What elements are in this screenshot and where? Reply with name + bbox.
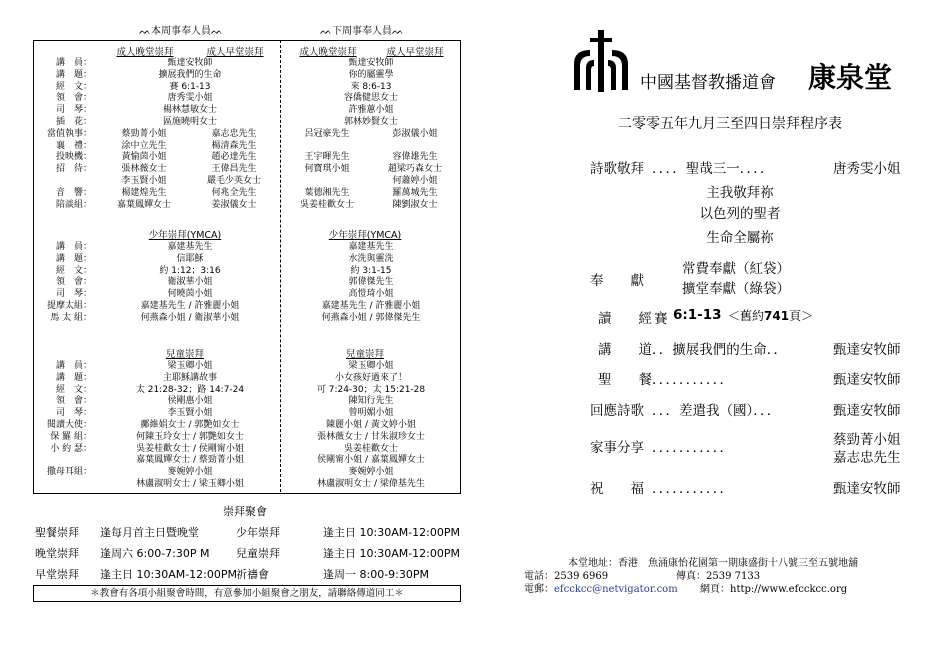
nw-value: 高愷琦小姐 <box>348 289 394 300</box>
family-dots: ．．．．．．．．．．． <box>652 440 733 456</box>
next-week-header: ᨓ下周事奉人員ᨓ <box>320 26 404 37</box>
roster-divider <box>280 40 281 492</box>
tw-value: 太 21:28-32；路 14:7-24 <box>135 384 245 395</box>
row-label: 司 琴： <box>55 289 92 300</box>
row-label: 投映機： <box>55 152 92 163</box>
nw-a-value: 呂冠豪先生 <box>304 128 350 139</box>
song-3: 生命全屬祢 <box>706 230 774 246</box>
nw-value: 侯剛甯小姐 / 嘉葉鳳嬋女士 <box>317 455 425 466</box>
row-label: 襄 禮： <box>55 140 92 151</box>
fax-value: 2539 7133 <box>706 571 761 582</box>
response-person: 甄達安牧師 <box>833 403 901 419</box>
tw-value: 何陳玉玲女士 / 郭艷如女士 <box>136 431 244 442</box>
tw-value: 鄺維娟女士 / 郭艷如女士 <box>140 420 240 430</box>
row-label: 講 題： <box>55 253 92 264</box>
nw-b-value: 羅萬城先生 <box>392 187 438 198</box>
tw-value: 嘉葉鳳嬋女士 / 蔡勁菁小姐 <box>136 455 244 466</box>
nw-value: 水洗與靈洗 <box>348 253 394 264</box>
org-name: 中國基督教播道會 <box>640 73 776 93</box>
email-label: 電郵： <box>524 584 554 595</box>
response-song: ．．．差遣我（國）．．． <box>652 403 781 419</box>
ornament-icon: ᨓ <box>392 26 404 37</box>
nw-a-value: 葉德湘先生 <box>304 187 350 198</box>
children-header-nw: 兒童崇拜 <box>345 349 384 360</box>
youth-header-tw: 少年崇拜(YMCA) <box>148 230 222 241</box>
web-link[interactable]: http://www.efcckcc.org <box>730 584 848 595</box>
gathering-time-2: 逢主日 10:30AM-12:00PM <box>323 547 461 560</box>
reading-book: 賽 <box>654 311 668 327</box>
nw-value: 陳知行先生 <box>348 396 394 407</box>
nw-col-a-header: 成人晚堂崇拜 <box>299 47 357 58</box>
sermon-person: 甄達安牧師 <box>833 342 901 358</box>
row-label: 音 響： <box>55 187 92 198</box>
phone-label: 電話： <box>524 571 554 582</box>
hymn-dots: ．．．．聖哉三一．．．． <box>652 161 774 177</box>
nw-value: 容僑健思女士 <box>343 93 398 104</box>
row-label: 經 文： <box>55 265 92 276</box>
reading-page <box>728 307 813 324</box>
offering-label: 奉 獻 <box>590 273 644 289</box>
nw-a-value: 吳姜桂歡女士 <box>299 199 354 210</box>
nw-value: 嘉建基先生 <box>348 242 394 252</box>
tw-b-value: 楊清森先生 <box>211 140 257 151</box>
nw-b-value: 容偉雄先生 <box>392 152 438 163</box>
email <box>524 580 678 595</box>
offering-building: 擴堂奉獻（綠袋） <box>682 281 790 297</box>
tw-value: 嘉建基先生 <box>167 242 213 252</box>
sermon-label: 講 道 <box>598 342 652 358</box>
row-label: 講 題： <box>55 372 92 383</box>
nw-value: 何燕森小姐 / 郭偉傑先生 <box>321 312 421 323</box>
tw-value: 林盧淑明女士 / 梁玉卿小姐 <box>136 479 244 489</box>
sermon-title: ．．擴展我們的生命．． <box>652 342 787 358</box>
nw-value: 郭偉傑先生 <box>348 277 394 288</box>
nw-value: 麥婉婷小姐 <box>348 467 394 478</box>
church-logo-icon <box>570 30 634 94</box>
nw-value: 甄達安牧師 <box>348 58 394 68</box>
reading-page-pre: ＜舊約 <box>728 309 765 323</box>
tw-value: 信耶穌 <box>176 253 204 264</box>
nw-value: 來 8:6-13 <box>350 81 392 92</box>
song-2: 以色列的聖者 <box>699 206 781 222</box>
row-label: 閱讀大使： <box>46 420 92 430</box>
family-person-1: 蔡勁菁小姐 <box>833 432 901 448</box>
nw-value: 陳麗小姐 / 黃文婷小姐 <box>326 420 416 430</box>
tw-value: 衛淑華小姐 <box>167 277 213 288</box>
tw-value: 梁玉卿小姐 <box>167 361 213 371</box>
tw-value: 侯剛惠小姐 <box>167 396 213 407</box>
tw-value: 楊林慧敏女士 <box>162 105 217 116</box>
nw-col-b-header: 成人早堂崇拜 <box>386 47 444 58</box>
tw-a-value: 涂中立先生 <box>121 140 167 151</box>
family-label: 家事分享 <box>590 440 644 456</box>
gathering-name-2: 祈禱會 <box>236 568 269 581</box>
tw-b-value: 嘉志忠先生 <box>211 128 257 139</box>
tw-value: 賽 6:1-13 <box>169 81 211 92</box>
nw-value: 林盧淑明女士 / 梁偉基先生 <box>317 479 425 489</box>
nw-value: 郭林妙賢女士 <box>343 117 398 127</box>
gathering-name-1: 晚堂崇拜 <box>35 547 79 560</box>
program-title: 二零零五年九月三至四日崇拜程序表 <box>618 116 842 132</box>
gathering-time-1: 逢主日 10:30AM-12:00PM <box>100 568 238 581</box>
ornament-icon: ᨓ <box>211 26 223 37</box>
row-label: 領 會： <box>55 396 92 407</box>
gathering-time-1: 逢每月首主日暨晚堂 <box>100 526 199 539</box>
gathering-time-1: 逢周六 6:00-7:30P M <box>100 547 210 560</box>
offering-regular: 常費奉獻（紅袋） <box>682 261 790 277</box>
tw-a-value: 張林薇女士 <box>121 164 167 175</box>
row-label: 撒母耳組： <box>46 467 92 478</box>
tw-b-value: 趙必達先生 <box>211 152 257 163</box>
reading-page-post: 頁＞ <box>789 309 814 323</box>
row-label: 提摩太組： <box>46 301 92 311</box>
nw-value: 約 3:1-15 <box>350 265 392 276</box>
communion-label: 聖 餐 <box>598 372 652 388</box>
tw-b-value: 王偉昌先生 <box>211 164 257 175</box>
tw-value: 何燕森小姐 / 衛淑華小姐 <box>140 312 240 323</box>
family-person-2: 嘉志忠先生 <box>833 450 901 466</box>
blessing-person: 甄達安牧師 <box>833 481 901 497</box>
tw-value: 李玉賢小姐 <box>167 408 213 419</box>
row-label: 當值執事： <box>46 128 92 139</box>
tw-b-value: 何兆全先生 <box>211 187 257 198</box>
email-link[interactable]: efcckcc@netvigator.com <box>554 584 678 595</box>
tw-value: 主耶穌講故事 <box>162 372 217 383</box>
ornament-icon: ᨓ <box>320 26 332 37</box>
hymn-person: 唐秀雯小姐 <box>833 161 901 177</box>
communion-person: 甄達安牧師 <box>833 372 901 388</box>
row-label: 講 題： <box>55 69 92 80</box>
nw-a-value: 王宇暉先生 <box>304 152 350 163</box>
nw-a-value: 何寶琪小姐 <box>304 164 350 175</box>
hymn-label: 詩歌敬拜 <box>590 161 644 177</box>
row-label: 插 花： <box>55 117 92 127</box>
song-1: 主我敬拜祢 <box>706 185 774 201</box>
tw-value: 區施曉明女士 <box>162 117 217 127</box>
gathering-name-2: 兒童崇拜 <box>236 547 280 560</box>
row-label: 司 琴： <box>55 408 92 419</box>
church-name: 康泉堂 <box>808 61 893 94</box>
tw-a-value: 楊建煌先生 <box>121 187 167 198</box>
row-label: 領 會： <box>55 93 92 104</box>
fax-label: 傳真： <box>676 571 706 582</box>
nw-b-value: 陳劉淑女士 <box>392 199 438 210</box>
row-label: 馬 太 組： <box>50 312 92 323</box>
ornament-icon: ᨓ <box>139 26 151 37</box>
nw-value: 曾明媚小姐 <box>348 408 394 419</box>
row-label: 小 約 瑟： <box>50 443 92 454</box>
tw-value: 何曉茵小姐 <box>167 289 213 300</box>
gathering-time-2: 逢主日 10:30AM-12:00PM <box>323 526 461 539</box>
nw-value: 吳姜桂歡女士 <box>343 443 398 454</box>
reading-label: 讀 經 <box>598 311 652 327</box>
tw-value: 擴展我們的生命 <box>158 69 222 80</box>
nw-b-value: 趙梁巧森女士 <box>387 164 442 175</box>
response-label: 回應詩歌 <box>590 403 644 419</box>
tw-b-value: 姜淑儀女士 <box>211 199 257 210</box>
blessing-dots: ．．．．．．．．．．． <box>652 481 733 497</box>
nw-value: 梁玉卿小姐 <box>348 361 394 371</box>
blessing-label: 祝 福 <box>590 481 644 497</box>
row-label: 講 員： <box>55 242 92 252</box>
tw-b-value: 嚴毛少英女士 <box>206 176 261 186</box>
tw-a-value: 黃愉茵小姐 <box>121 152 167 163</box>
tw-col-a-header: 成人晚堂崇拜 <box>116 47 174 58</box>
tw-value: 甄達安牧師 <box>167 58 213 68</box>
web <box>700 580 847 595</box>
tw-value: 唐秀雯小姐 <box>167 93 213 104</box>
nw-value: 小女孩好過來了！ <box>334 372 407 383</box>
row-label: 領 會： <box>55 277 92 288</box>
tw-value: 麥婉婷小姐 <box>167 467 213 478</box>
row-label: 司 琴： <box>55 105 92 116</box>
nw-b-value: 何蕭婷小姐 <box>392 176 438 186</box>
web-label: 網頁： <box>700 584 730 595</box>
reading-page-num: 741 <box>764 309 790 323</box>
tw-value: 吳姜桂歡女士 / 侯剛甯小姐 <box>136 443 244 454</box>
youth-header-nw: 少年崇拜(YMCA) <box>328 230 402 241</box>
children-header-tw: 兒童崇拜 <box>165 349 204 360</box>
nw-value: 許雅蕙小姐 <box>348 105 394 116</box>
row-label: 經 文： <box>55 81 92 92</box>
nw-value: 你的屬靈學 <box>348 69 394 80</box>
nw-value: 張林薇女士 / 甘朱淑珍女士 <box>317 431 425 442</box>
tw-a-value: 蔡勁菁小姐 <box>121 128 167 139</box>
group-notice: ＊教會有各項小組聚會時間，有意參加小組聚會之朋友，請聯絡傳道同工＊ <box>33 585 461 602</box>
phone-value: 2539 6969 <box>554 571 609 582</box>
gathering-name-2: 少年崇拜 <box>236 526 280 539</box>
nw-value: 嘉建基先生 / 許雅麗小姐 <box>321 301 421 311</box>
row-label: 講 員： <box>55 58 92 68</box>
tw-value: 約 1:12；3:16 <box>159 265 221 276</box>
row-label: 保 羅 組： <box>50 431 92 442</box>
tw-value: 嘉建基先生 / 許雅麗小姐 <box>140 301 240 311</box>
nw-b-value: 彭淑儀小姐 <box>392 128 438 139</box>
tw-a-value: 李玉賢小姐 <box>121 176 167 186</box>
row-label: 經 文： <box>55 384 92 395</box>
gathering-title: 崇拜聚會 <box>223 505 267 518</box>
reading-ref: 6:1-13 <box>673 307 722 323</box>
tw-col-b-header: 成人早堂崇拜 <box>206 47 264 58</box>
row-label: 招 待： <box>55 164 92 175</box>
gathering-time-2: 逢周一 8:00-9:30PM <box>323 568 429 581</box>
gathering-name-1: 聖餐崇拜 <box>35 526 79 539</box>
row-label: 講 員： <box>55 361 92 371</box>
row-label: 陪談組： <box>55 199 92 210</box>
communion-dots: ．．．．．．．．．．． <box>652 372 733 388</box>
gathering-name-1: 早堂崇拜 <box>35 568 79 581</box>
this-week-header: ᨓ本周事奉人員ᨓ <box>139 26 223 37</box>
address: 本堂地址：香港 魚涌康怡花園第一期康盛街十八號三至五號地舖 <box>568 558 858 569</box>
nw-value: 可 7:24-30；太 15:21-28 <box>316 384 426 395</box>
tw-a-value: 嘉葉鳳嬋女士 <box>116 199 171 210</box>
